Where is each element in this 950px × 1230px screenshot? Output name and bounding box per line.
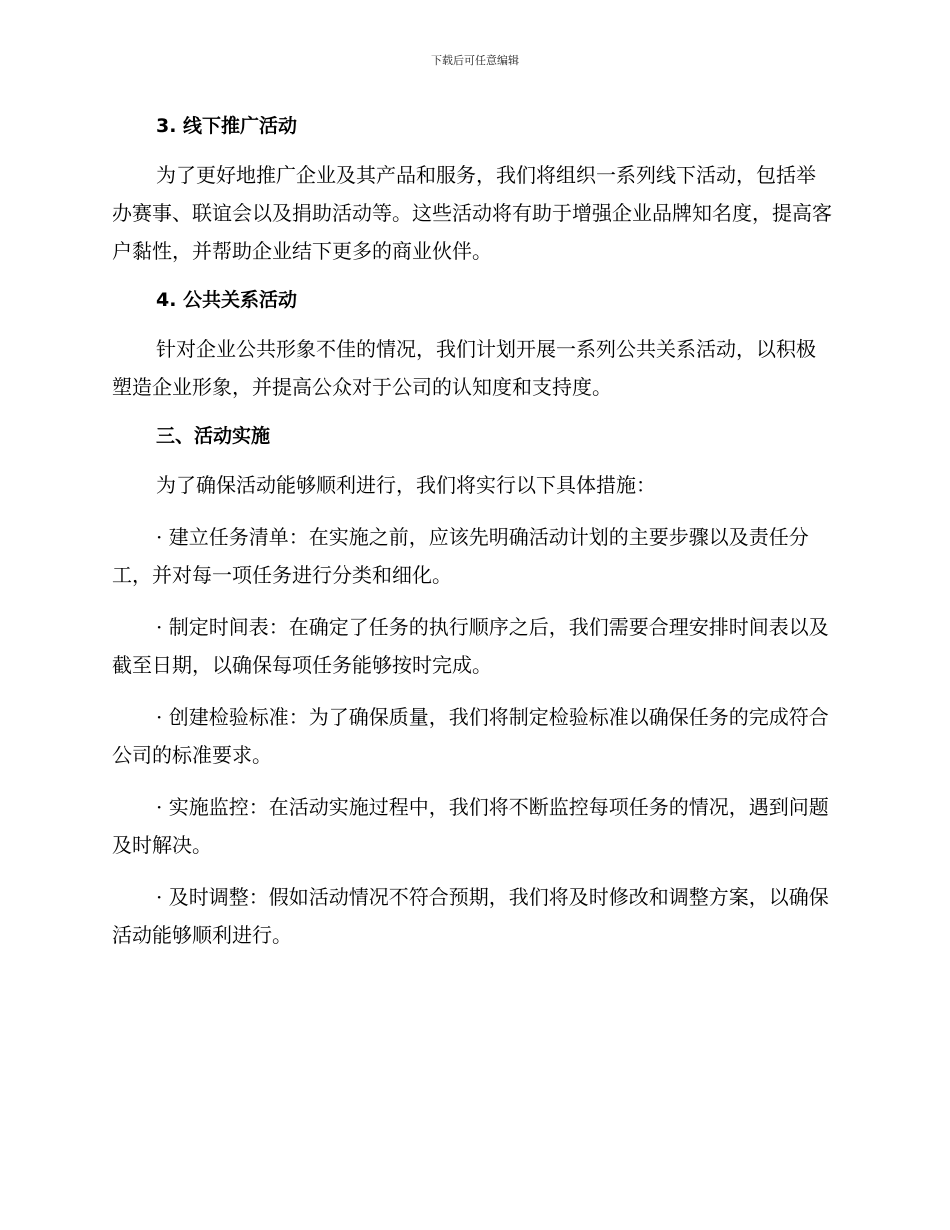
bullet-monitoring: · 实施监控：在活动实施过程中，我们将不断监控每项任务的情况，遇到问题及时解决。: [112, 795, 829, 857]
bullet-schedule: · 制定时间表：在确定了任务的执行顺序之后，我们需要合理安排时间表以及截至日期，以确保每项任务能够按时完成。: [112, 615, 829, 677]
section-heading-implementation: 三、活动实施: [156, 425, 271, 447]
bullet-adjustment: · 及时调整：假如活动情况不符合预期，我们将及时修改和调整方案，以确保活动能够顺利进行。: [112, 885, 829, 947]
bullet-quality-standard: · 创建检验标准：为了确保质量，我们将制定检验标准以确保任务的完成符合公司的标准要求。: [112, 705, 829, 767]
section-heading-offline-promotion: 3. 线下推广活动: [156, 115, 298, 137]
paragraph-public-relations: 针对企业公共形象不佳的情况，我们计划开展一系列公共关系活动，以积极塑造企业形象，并提高公众对于公司的认知度和支持度。: [112, 337, 816, 399]
document-body: [112, 110, 832, 968]
section-heading-public-relations: 4. 公共关系活动: [156, 289, 298, 311]
paragraph-offline-promotion: 为了更好地推广企业及其产品和服务，我们将组织一系列线下活动，包括举办赛事、联谊会以及捐助活动等。这些活动将有助于增强企业品牌知名度，提高客户黏性，并帮助企业结下更多的商业伙伴。: [112, 163, 832, 263]
paragraph-implementation-intro: 为了确保活动能够顺利进行，我们将实行以下具体措施：: [156, 473, 656, 497]
bullet-task-list: · 建立任务清单：在实施之前，应该先明确活动计划的主要步骤以及责任分工，并对每一项任务进行分类和细化。: [112, 525, 809, 587]
page-header: 下载后可任意编辑: [431, 54, 519, 67]
